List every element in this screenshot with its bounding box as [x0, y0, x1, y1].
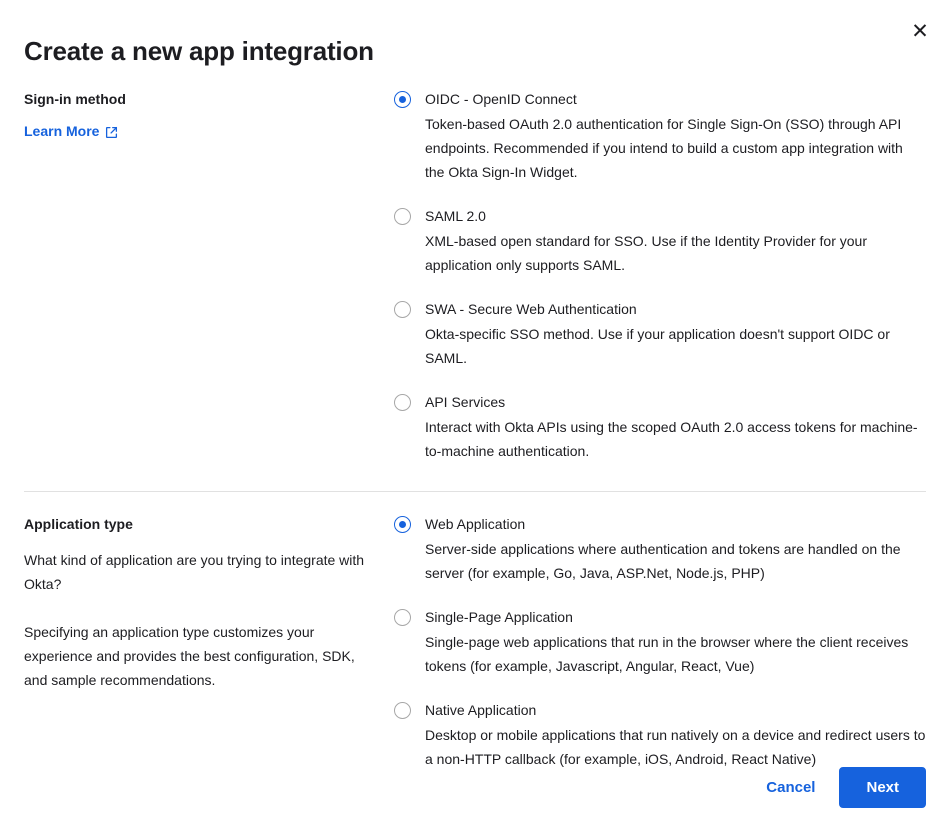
radio-web-application[interactable] [394, 516, 411, 533]
radio-single-page-application[interactable] [394, 609, 411, 626]
application-type-helper-2: Specifying an application type customizes your experience and provides the best configuration, SDK, and sample recommendations. [24, 624, 355, 688]
signin-option-swa-description: Okta-specific SSO method. Use if your application doesn't support OIDC or SAML. [425, 326, 890, 366]
sign-in-method-label: Sign-in method [24, 91, 126, 107]
signin-option-oidc-description: Token-based OAuth 2.0 authentication for Single Sign-On (SSO) through API endpoints. Recommended if you intend to build a custom app integration with the Okta Sign-In Widget. [425, 116, 903, 180]
sign-in-method-options [394, 89, 926, 463]
application-type-section [0, 492, 950, 771]
app-type-option-spa-description: Single-page web applications that run in the browser where the client receives tokens (for example, Javascript, Angular, React, Vue) [425, 634, 909, 674]
close-icon[interactable]: ✕ [906, 18, 934, 46]
signin-option-saml[interactable] [394, 206, 926, 277]
signin-option-oidc[interactable] [394, 89, 926, 184]
signin-option-api-services-description: Interact with Okta APIs using the scoped OAuth 2.0 access tokens for machine-to-machine authentication. [425, 419, 918, 459]
signin-option-saml-description: XML-based open standard for SSO. Use if the Identity Provider for your application only supports SAML. [425, 233, 867, 273]
app-type-option-web-description: Server-side applications where authentication and tokens are handled on the server (for example, Go, Java, ASP.Net, Node.js, PHP) [425, 541, 901, 581]
learn-more-link[interactable] [24, 123, 118, 139]
radio-api-services[interactable] [394, 394, 411, 411]
radio-saml[interactable] [394, 208, 411, 225]
radio-native-application[interactable] [394, 702, 411, 719]
application-type-label: Application type [24, 516, 133, 532]
radio-oidc[interactable] [394, 91, 411, 108]
radio-swa[interactable] [394, 301, 411, 318]
signin-option-api-services-label: API Services [425, 394, 506, 410]
signin-option-saml-label: SAML 2.0 [425, 208, 486, 224]
app-type-option-native[interactable] [394, 700, 926, 771]
learn-more-label: Learn More [24, 123, 100, 139]
app-type-option-spa-label: Single-Page Application [425, 609, 573, 625]
application-type-left [24, 514, 394, 771]
application-type-options [394, 514, 926, 771]
signin-option-oidc-label: OIDC - OpenID Connect [425, 91, 577, 107]
app-type-option-web[interactable] [394, 514, 926, 585]
dialog-footer [0, 767, 950, 830]
next-button[interactable]: Next [839, 767, 926, 808]
external-link-icon [105, 126, 118, 139]
cancel-button[interactable]: Cancel [760, 769, 821, 806]
app-type-option-native-label: Native Application [425, 702, 537, 718]
app-type-option-web-label: Web Application [425, 516, 526, 532]
signin-option-swa[interactable] [394, 299, 926, 370]
application-type-helper-1: What kind of application are you trying to integrate with Okta? [24, 552, 365, 592]
page-title: Create a new app integration [24, 36, 374, 66]
signin-option-swa-label: SWA - Secure Web Authentication [425, 301, 637, 317]
sign-in-method-left [24, 89, 394, 463]
app-type-option-spa[interactable] [394, 607, 926, 678]
sign-in-method-section [0, 67, 950, 463]
signin-option-api-services[interactable] [394, 392, 926, 463]
app-type-option-native-description: Desktop or mobile applications that run natively on a device and redirect users to a non-HTTP callback (for example, iOS, Android, React Native) [425, 727, 926, 767]
